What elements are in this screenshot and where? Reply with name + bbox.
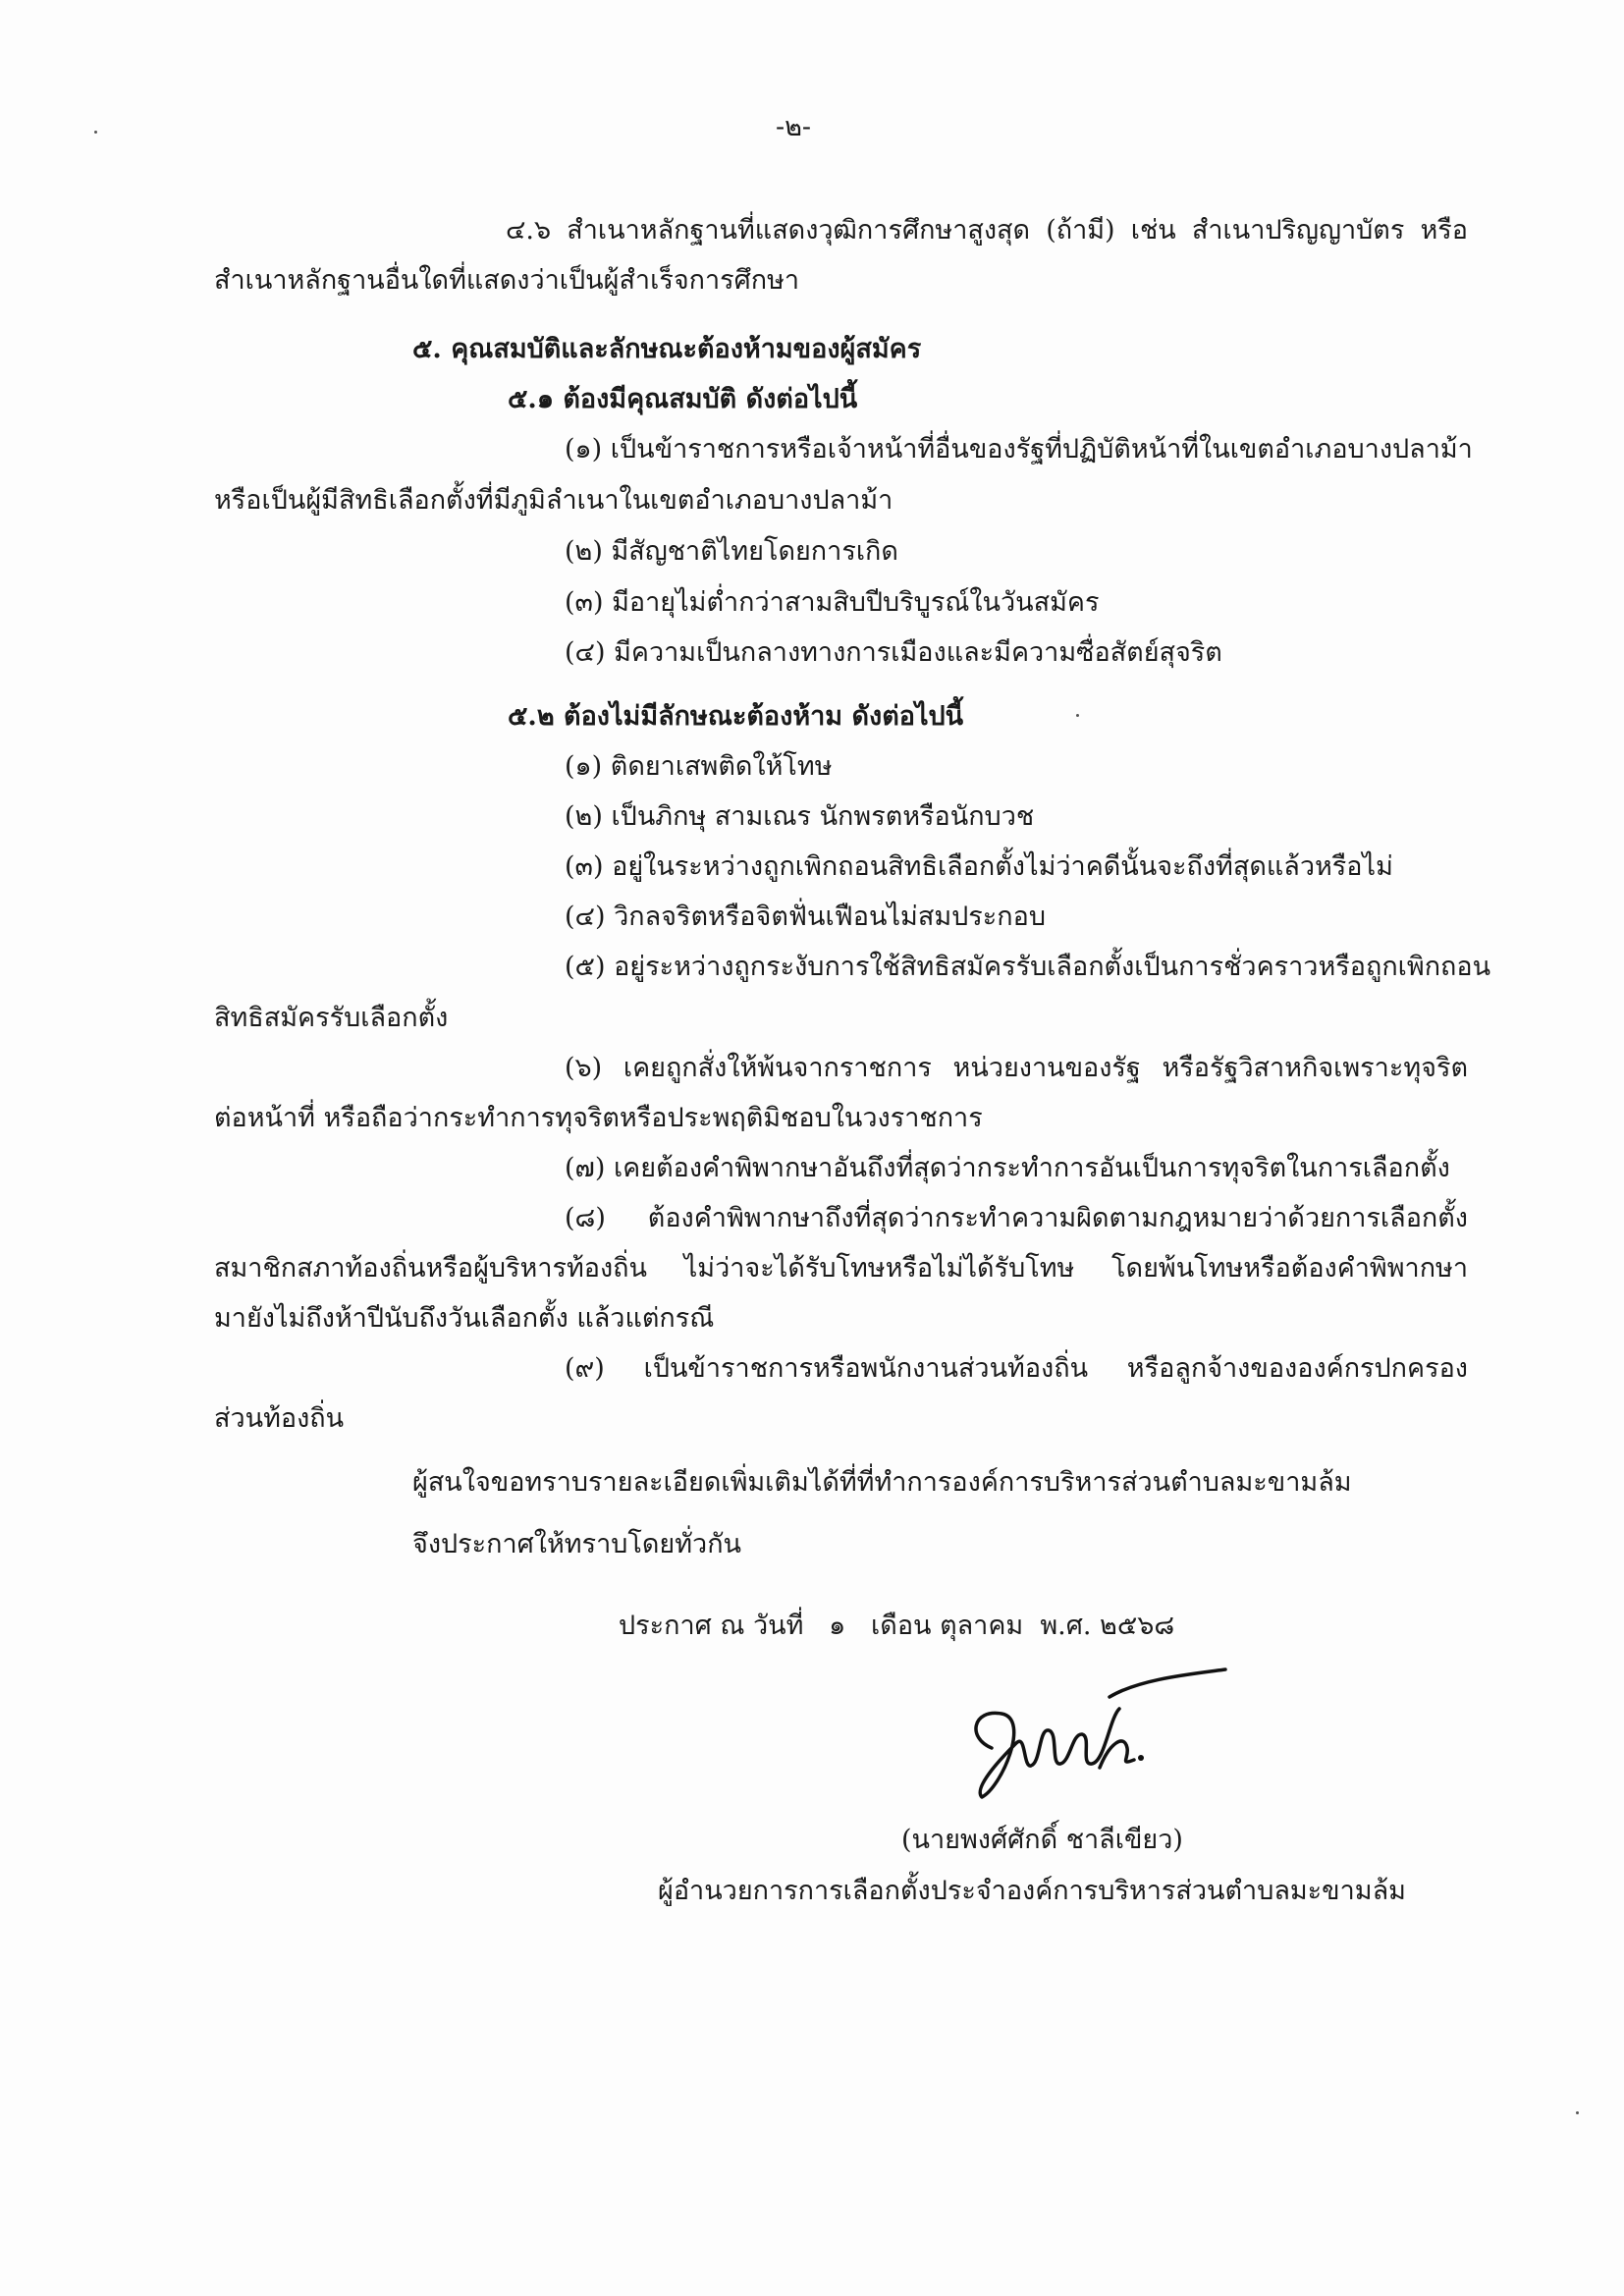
closing-info: ผู้สนใจขอทราบรายละเอียดเพิ่มเติมได้ที่ที่ทำการองค์การบริหารส่วนตำบลมะขามล้ม bbox=[412, 1467, 1352, 1498]
signature-image bbox=[962, 1650, 1227, 1817]
section-4-6-line1: ๔.๖ สำเนาหลักฐานที่แสดงวุฒิการศึกษาสูงสุด (ถ้ามี) เช่น สำเนาปริญญาบัตร หรือ bbox=[506, 215, 1468, 246]
s5-2-item5-line2: สิทธิสมัครรับเลือกตั้ง bbox=[214, 1003, 449, 1033]
s5-2-item9-line2: ส่วนท้องถิ่น bbox=[214, 1403, 345, 1434]
scan-speck bbox=[1076, 714, 1079, 717]
s5-2-item6-line2: ต่อหน้าที่ หรือถือว่ากระทำการทุจริตหรือประพฤติมิชอบในวงราชการ bbox=[214, 1103, 983, 1133]
s5-2-item2: (๒) เป็นภิกษุ สามเณร นักพรตหรือนักบวช bbox=[565, 801, 1035, 832]
s5-2-item1: (๑) ติดยาเสพติดให้โทษ bbox=[565, 751, 833, 782]
s5-2-item6-line1: (๖) เคยถูกสั่งให้พ้นจากราชการ หน่วยงานของรัฐ หรือรัฐวิสาหกิจเพราะทุจริต bbox=[565, 1053, 1468, 1083]
s5-2-item9-line1: (๙) เป็นข้าราชการหรือพนักงานส่วนท้องถิ่น หรือลูกจ้างขององค์กรปกครอง bbox=[565, 1353, 1468, 1384]
s5-2-item3: (๓) อยู่ในระหว่างถูกเพิกถอนสิทธิเลือกตั้งไม่ว่าคดีนั้นจะถึงที่สุดแล้วหรือไม่ bbox=[565, 851, 1393, 882]
s5-1-item2: (๒) มีสัญชาติไทยโดยการเกิด bbox=[565, 536, 898, 567]
closing-announce: จึงประกาศให้ทราบโดยทั่วกัน bbox=[412, 1529, 741, 1559]
section-5-1-heading: ๕.๑ ต้องมีคุณสมบัติ ดังต่อไปนี้ bbox=[508, 384, 858, 414]
signer-name: (นายพงศ์ศักดิ์ ชาลีเขียว) bbox=[901, 1825, 1183, 1855]
s5-2-item4: (๔) วิกลจริตหรือจิตฟั่นเฟือนไม่สมประกอบ bbox=[565, 902, 1046, 932]
scan-speck bbox=[1576, 2111, 1579, 2114]
section-5-heading: ๕. คุณสมบัติและลักษณะต้องห้ามของผู้สมัคร bbox=[412, 334, 922, 364]
announcement-date: ประกาศ ณ วันที่ ๑ เดือน ตุลาคม พ.ศ. ๒๕๖๘ bbox=[619, 1611, 1175, 1641]
s5-2-item8-line3: มายังไม่ถึงห้าปีนับถึงวันเลือกตั้ง แล้วแต่กรณี bbox=[214, 1303, 715, 1334]
s5-2-item8-line1: (๘) ต้องคำพิพากษาถึงที่สุดว่ากระทำความผิดตามกฎหมายว่าด้วยการเลือกตั้ง bbox=[565, 1203, 1468, 1233]
s5-1-item1-line2: หรือเป็นผู้มีสิทธิเลือกตั้งที่มีภูมิลำเนาในเขตอำเภอบางปลาม้า bbox=[214, 485, 893, 516]
s5-1-item3: (๓) มีอายุไม่ต่ำกว่าสามสิบปีบริบูรณ์ในวันสมัคร bbox=[565, 587, 1100, 618]
section-4-6-line2: สำเนาหลักฐานอื่นใดที่แสดงว่าเป็นผู้สำเร็จการศึกษา bbox=[214, 265, 800, 296]
scan-speck bbox=[94, 131, 97, 134]
s5-2-item5-line1: (๕) อยู่ระหว่างถูกระงับการใช้สิทธิสมัครรับเลือกตั้งเป็นการชั่วคราวหรือถูกเพิกถอน bbox=[565, 952, 1491, 982]
signer-position: ผู้อำนวยการการเลือกตั้งประจำองค์การบริหารส่วนตำบลมะขามล้ม bbox=[658, 1876, 1406, 1906]
section-5-2-heading: ๕.๒ ต้องไม่มีลักษณะต้องห้าม ดังต่อไปนี้ bbox=[508, 701, 964, 732]
s5-1-item4: (๔) มีความเป็นกลางทางการเมืองและมีความซื่อสัตย์สุจริต bbox=[565, 637, 1222, 668]
page-number: -๒- bbox=[776, 112, 812, 142]
s5-2-item8-line2: สมาชิกสภาท้องถิ่นหรือผู้บริหารท้องถิ่น ไม่ว่าจะได้รับโทษหรือไม่ได้รับโทษ โดยพ้นโทษหรือต้องคำพิพากษา bbox=[214, 1253, 1468, 1284]
s5-1-item1-line1: (๑) เป็นข้าราชการหรือเจ้าหน้าที่อื่นของรัฐที่ปฏิบัติหน้าที่ในเขตอำเภอบางปลาม้า bbox=[565, 434, 1473, 465]
s5-2-item7: (๗) เคยต้องคำพิพากษาอันถึงที่สุดว่ากระทำการอันเป็นการทุจริตในการเลือกตั้ง bbox=[565, 1153, 1450, 1183]
